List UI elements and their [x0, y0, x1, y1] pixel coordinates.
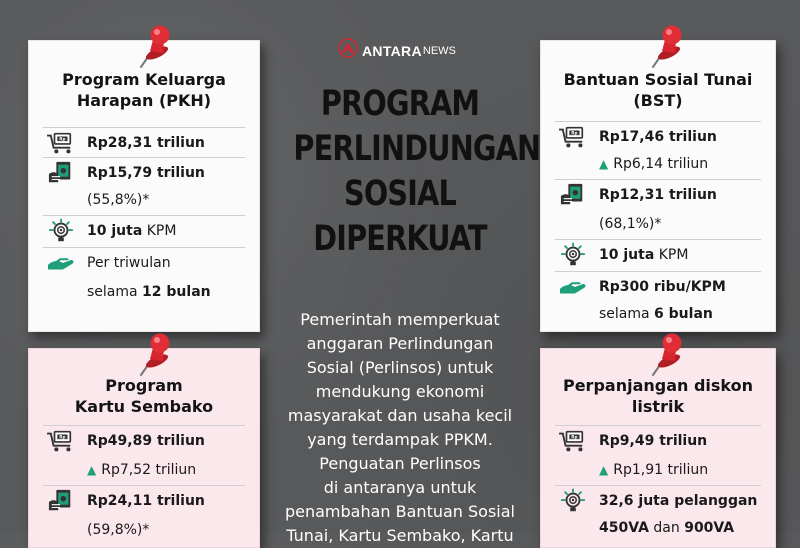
triangle-up-icon: ▲ [599, 157, 609, 171]
money-cart-icon [555, 427, 591, 455]
card-title-line: Bantuan Sosial Tunai [563, 70, 753, 89]
hand-money-icon [555, 181, 591, 209]
customers: 32,6 juta pelanggan [599, 492, 758, 509]
money-cart-icon [43, 129, 79, 157]
hand-money-icon [43, 487, 79, 515]
budget-total: Rp17,46 triliun [599, 128, 717, 145]
body-line: yang terdampak PPKM. [307, 430, 493, 449]
logo-name: ANTARA [362, 42, 422, 59]
body-line: Sosial (Perlinsos) untuk [306, 358, 494, 377]
card-title [549, 69, 767, 111]
body-line: Tunai, Kartu Sembako, Kartu [286, 526, 514, 545]
increase [555, 462, 708, 478]
body-line: masyarakat dan usaha kecil [287, 406, 513, 425]
card-title-line: Program Keluarga [62, 70, 226, 89]
hand-money-icon [43, 159, 79, 187]
antara-news-logo [338, 38, 456, 63]
pushpin-icon [136, 24, 176, 70]
row-schedule [43, 247, 245, 277]
duration [555, 306, 713, 322]
card-title-line: Program [105, 376, 183, 395]
schedule-line1: Per triwulan [87, 254, 171, 271]
realized-amount: Rp24,11 triliun [87, 492, 205, 509]
card-title-line: Kartu Sembako [74, 397, 214, 416]
increase-value: Rp6,14 triliun [613, 156, 709, 172]
row-realized-pct [43, 185, 245, 215]
realized-pct: (55,8%)* [87, 192, 150, 208]
body-paragraph [262, 308, 538, 548]
card-title [549, 375, 767, 417]
row-duration [555, 299, 761, 329]
hand-payment-icon [555, 273, 591, 301]
lightbulb-target-icon [555, 241, 591, 269]
body-line: mendukung ekonomi [315, 382, 485, 401]
body-line: penambahan Bantuan Sosial [284, 502, 515, 521]
row-power [555, 513, 761, 543]
budget-total: Rp9,49 triliun [599, 432, 708, 449]
realized-amount: Rp12,31 triliun [599, 186, 717, 203]
row-per-kpm [555, 271, 761, 301]
realized-pct: (68,1%)* [599, 216, 662, 232]
row-realized [43, 485, 245, 515]
card-title [37, 69, 251, 111]
per-kpm: Rp300 ribu/KPM [599, 278, 726, 295]
pushpin-icon [136, 332, 176, 378]
realized-pct: (59,8%)* [87, 522, 150, 538]
row-recipients [555, 239, 761, 269]
triangle-up-icon: ▲ [599, 463, 609, 477]
row-increase [555, 149, 761, 179]
power-and: dan [653, 520, 680, 536]
schedule-duration [43, 284, 211, 300]
card-title [37, 375, 251, 417]
pushpin-icon [648, 332, 688, 378]
row-budget [555, 121, 761, 151]
duration-prefix: selama [599, 306, 650, 322]
card-title-line: listrik [631, 397, 685, 416]
increase-value: Rp7,52 triliun [101, 462, 197, 478]
row-realized-pct [43, 515, 245, 545]
body-line: di antaranya untuk [323, 478, 477, 497]
recipients-unit: KPM [658, 246, 689, 263]
row-budget [43, 127, 245, 157]
row-increase [43, 455, 245, 485]
increase [43, 462, 196, 478]
row-schedule-duration [43, 277, 245, 307]
money-cart-icon [555, 123, 591, 151]
headline [293, 82, 541, 262]
lightbulb-target-icon [43, 217, 79, 245]
schedule-value: 12 bulan [142, 284, 211, 300]
recipients [79, 223, 176, 239]
row-increase [555, 455, 761, 485]
headline-line: PERLINDUNGAN [293, 129, 541, 169]
headline-line: SOSIAL [343, 174, 457, 214]
pushpin-icon [648, 24, 688, 70]
recipients [591, 247, 688, 263]
increase-value: Rp1,91 triliun [613, 462, 709, 478]
headline-line: DIPERKUAT [313, 219, 487, 259]
row-budget [555, 425, 761, 455]
row-realized [43, 157, 245, 187]
row-customers [555, 485, 761, 515]
row-realized-pct [555, 209, 761, 239]
triangle-up-icon: ▲ [87, 463, 97, 477]
hand-payment-icon [43, 249, 79, 277]
recipients-unit: KPM [146, 222, 177, 239]
power-b: 900VA [684, 520, 735, 536]
card-pkh [28, 40, 260, 332]
duration-value: 6 bulan [654, 306, 713, 322]
budget-total: Rp49,89 triliun [87, 432, 205, 449]
schedule-prefix: selama [87, 284, 138, 300]
row-recipients [43, 215, 245, 245]
row-realized [555, 179, 761, 209]
card-title-line: Perpanjangan diskon [562, 376, 754, 395]
body-line: anggaran Perlindungan [306, 334, 494, 353]
budget-total: Rp28,31 triliun [87, 134, 205, 151]
body-line: Penguatan Perlinsos [319, 454, 481, 473]
antara-logo-icon [338, 38, 358, 63]
card-title-line: (BST) [633, 91, 683, 110]
row-budget [43, 425, 245, 455]
logo-suffix: NEWS [422, 44, 456, 57]
recipients-value: 10 juta [87, 222, 143, 239]
money-cart-icon [43, 427, 79, 455]
realized-amount: Rp15,79 triliun [87, 164, 205, 181]
lightbulb-target-icon [555, 487, 591, 515]
body-line: Pemerintah memperkuat [300, 310, 500, 329]
power-a: 450VA [599, 520, 649, 536]
recipients-value: 10 juta [599, 246, 655, 263]
card-title-line: Harapan (PKH) [76, 91, 212, 110]
power-classes [555, 520, 734, 536]
card-bst [540, 40, 776, 332]
headline-line: PROGRAM [320, 84, 480, 124]
increase [555, 156, 708, 172]
